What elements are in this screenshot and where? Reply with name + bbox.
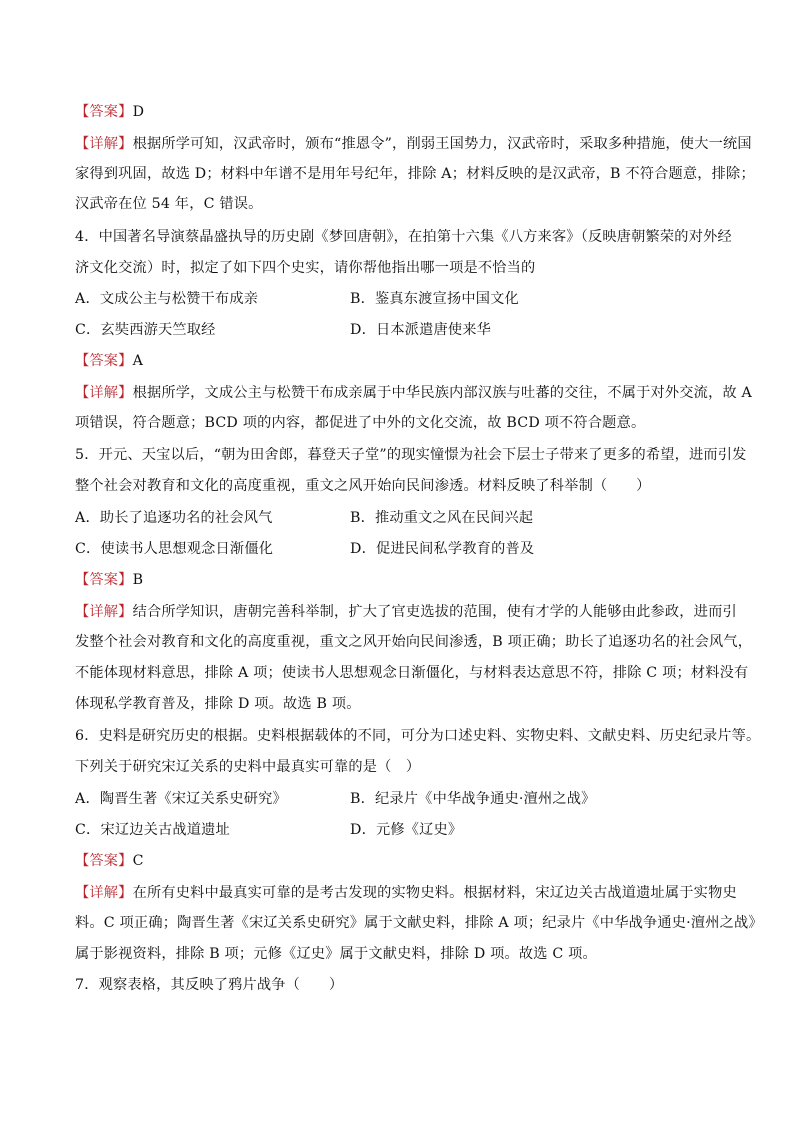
detail-line: 家得到巩固，故选 D；材料中年谱不是用年号纪年，排除 A；材料反映的是汉武帝，B 不符合题意，排除； [75,166,755,182]
answer-tag: 【答案】 [75,853,133,869]
q6-option-b: B．纪录片《中华战争通史·澶州之战》 [350,791,596,807]
question-6-stem: 6．史料是研究历史的根据。史料根据载体的不同，可分为口述史料、实物史料、文献史料、历史纪录片等。 [75,728,761,744]
q6-option-d: D．元修《辽史》 [350,822,463,838]
q5-answer [75,570,725,590]
detail-text: 根据所学可知，汉武帝时，颁布“推恩令”，削弱王国势力，汉武帝时，采取多种措施，使大一统国 [132,136,752,152]
detail-text: 结合所学知识，唐朝完善科举制，扩大了官吏选拔的范围，使有才学的人能够由此参政，进而引 [132,604,737,620]
q6-detail [75,883,737,903]
detail-tag: 【详解】 [75,385,133,401]
detail-tag: 【详解】 [75,604,133,620]
q6-option-c: C．宋辽边关古战道遗址 [75,822,230,838]
q4-detail: 项错误，符合题意；BCD 项的内容，都促进了中外的文化交流，故 BCD 项不符合题意。 [75,415,646,431]
q5-option-b: B．推动重文之风在民间兴起 [350,510,534,526]
answer-line-prev [75,102,725,122]
answer-value: A [132,353,144,369]
question-6-stem: 下列关于研究宋辽关系的史料中最真实可靠的是（ ） [75,759,421,775]
answer-tag: 【答案】 [75,353,133,369]
q6-answer [75,851,725,871]
detail-tag: 【详解】 [75,885,133,901]
q4-answer [75,351,725,371]
q4-option-a: A．文成公主与松赞干布成亲 [75,291,259,307]
question-5-stem: 5．开元、天宝以后，“朝为田舍郎，暮登天子堂”的现实憧憬为社会下层士子带来了更多的希望，进而引发 [75,447,747,463]
q5-detail: 不能体现材料意思，排除 A 项；使读书人思想观念日渐僵化，与材料表达意思不符，排除 C 项；材料没有 [75,665,749,681]
q4-option-d: D．日本派遣唐使来华 [350,322,492,338]
q5-option-d: D．促进民间私学教育的普及 [350,541,535,557]
q5-detail [75,602,737,622]
q6-detail: 料。C 项正确；陶晋生著《宋辽关系史研究》属于文献史料，排除 A 项；纪录片《中华战争通史·澶州之战》 [75,915,763,931]
q4-detail [75,383,752,403]
detail-line [75,134,752,154]
question-4-stem: 4．中国著名导演蔡晶盛执导的历史剧《梦回唐朝》，在拍第十六集《八方来客》（反映唐朝繁荣的对外经 [75,229,732,245]
question-7-stem: 7．观察表格，其反映了鸦片战争（ ） [75,977,344,993]
q5-detail: 发整个社会对教育和文化的高度重视，重文之风开始向民间渗透，B 项正确；助长了追逐功名的社会风气， [75,634,753,650]
answer-value: D [132,104,145,120]
detail-text: 根据所学，文成公主与松赞干布成亲属于中华民族内部汉族与吐蕃的交往，不属于对外交流，故 A [132,385,752,401]
question-5-stem: 整个社会对教育和文化的高度重视，重文之风开始向民间渗透。材料反映了科举制（ ） [75,478,651,494]
answer-tag: 【答案】 [75,572,133,588]
answer-value: C [132,853,144,869]
q4-option-b: B．鉴真东渡宣扬中国文化 [350,291,519,307]
q5-option-a: A．助长了追逐功名的社会风气 [75,510,273,526]
detail-text: 在所有史料中最真实可靠的是考古发现的实物史料。根据材料，宋辽边关古战道遗址属于实物史 [132,885,737,901]
question-4-stem: 济文化交流）时，拟定了如下四个史实，请你帮他指出哪一项是不恰当的 [75,260,536,276]
detail-tag: 【详解】 [75,136,133,152]
detail-line: 汉武帝在位 54 年，C 错误。 [75,196,263,212]
answer-tag: 【答案】 [75,104,133,120]
q4-option-c: C．玄奘西游天竺取经 [75,322,216,338]
q6-option-a: A．陶晋生著《宋辽关系史研究》 [75,791,287,807]
q6-detail: 属于影视资料，排除 B 项；元修《辽史》属于文献史料，排除 D 项。故选 C 项。 [75,946,597,962]
q5-detail: 体现私学教育普及，排除 D 项。故选 B 项。 [75,696,361,712]
q5-option-c: C．使读书人思想观念日渐僵化 [75,541,274,557]
answer-value: B [132,572,144,588]
